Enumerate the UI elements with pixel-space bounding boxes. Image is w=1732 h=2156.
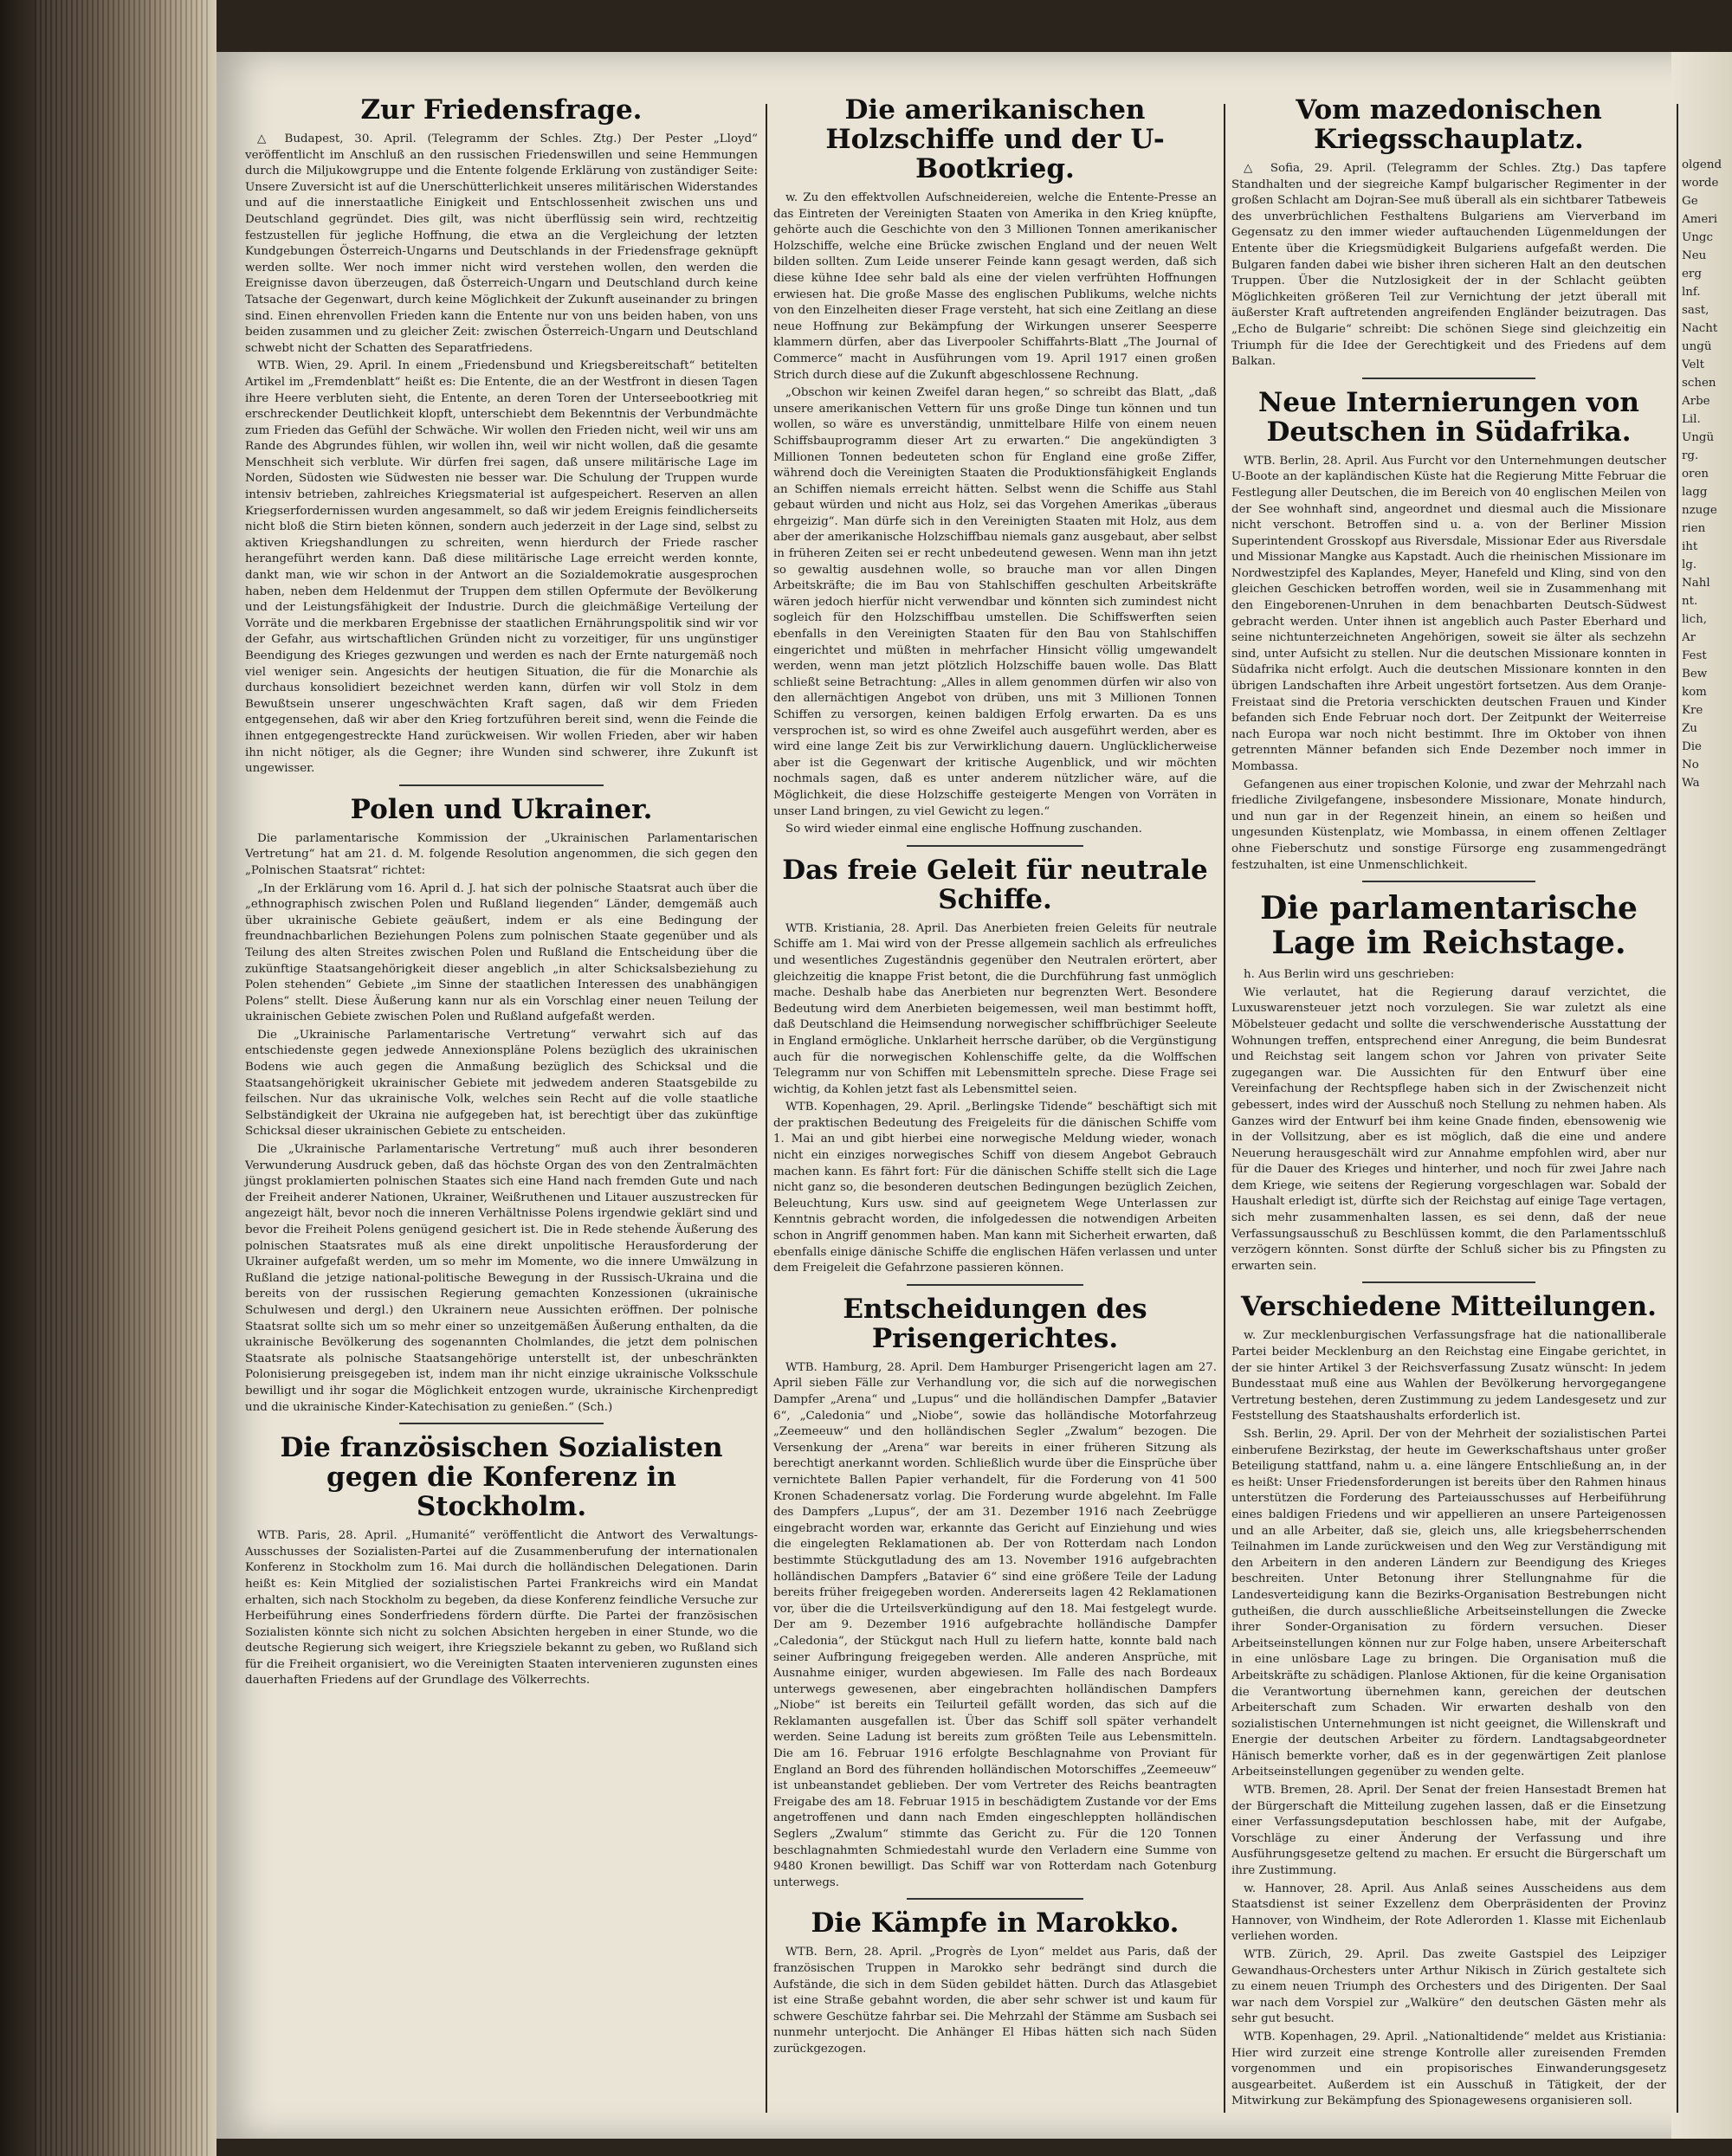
- paragraph: w. Zu den effektvollen Aufschneidereien, welche die Entente-Presse an das Eintreten der Vereinigten Staaten von Amerika in den Krieg knüpfte, gehörte auch die Geschichte von den 3 Millionen Tonnen amerikanischer Holzschiffe, welche eine Brücke zwischen England und der neuen Welt bilden sollten. Zum Leide unserer Feinde kann gesagt werden, daß sich diese kühne Idee sehr bald als eine der vielen verfrühten Hoffnungen erwiesen hat. Die große Masse des englischen Publikums, welche nichts von den Einzelheiten dieser Frage versteht, hat sich eine Zeitlang an diese neue Hoffnung zur Bekämpfung der Wirkungen unserer Seesperre klammern dürfen, aber das Liverpooler Schiffahrts-Blatt „The Journal of Commerce“ macht in Ausführungen vom 19. April 1917 einen großen Strich durch diese auf die Zukunft abgeschlossene Rechnung.: [773, 191, 1217, 382]
- paragraph: h. Aus Berlin wird uns geschrieben:: [1244, 968, 1455, 982]
- margin-fragment: rien: [1682, 522, 1706, 535]
- headline: Neue Internierungen von Deutschen in Südafrika.: [1258, 386, 1639, 448]
- margin-fragment: Ar: [1682, 631, 1696, 644]
- paragraph: WTB. Zürich, 29. April. Das zweite Gastspiel des Leipziger Gewandhaus-Orchesters unter Arthur Nikisch in Zürich gestaltete sich zu einem neuen Triumph des Orchesters und des Dirigenten. Der Saal war nach dem Vorspiel zur „Walküre“ den deutschen Gästen mehr als sehr gut besucht.: [1231, 1948, 1666, 2026]
- margin-fragment: lg.: [1682, 558, 1697, 571]
- paragraph: WTB. Wien, 29. April. In einem „Friedensbund und Kriegsbereitschaft“ betitelten Artikel im „Fremdenblatt“ heißt es: Die Entente, die an der Westfront in diesen Tagen ihre Heere verbluten sieht, die Entente, an deren Toren der Unterseebootkrieg mit erschreckender Deutlichkeit klopft, unterschiebt dem Bekenntnis der Verbundmächte zum Frieden das Gefühl der Schwäche. Wir wollen den Frieden nicht, weil wir uns am Rande des Abgrundes fühlen, wir wollen ihn, weil wir nicht wollen, daß die gesamte Menschheit sich verblute. Wir dürfen frei sagen, daß unsere militärische Lage im Norden, Südosten wie Südwesten nie besser war. Die Schulung der Truppen wurde intensiv betrieben, zahlreiches Kriegsmaterial ist aufgespeichert. Reserven an allen Kriegserfordernissen wurden angesammelt, so daß wir jedem Ereignis feindlicherseits nicht bloß die Stirn bieten können, sondern auch jederzeit in der Lage sind, selbst zu aktiven Kriegshandlungen zu schreiten, wenn hierdurch der Friede rascher herangeführt werden kann. Daß diese militärische Lage erreicht werden konnte, dankt man, wie wir schon in der Antwort an die Sozialdemokratie ausgesprochen haben, neben dem Heldenmut der Truppen dem stillen Opfermute der Bevölkerung und der Leistungsfähigkeit der Industrie. Durch die gleichmäßige Verteilung der Vorräte und die merkbaren Ergebnisse der staatlichen Ernährungspolitik sind wir vor der Gefahr, aus wirtschaftlichen Gründen nicht zu vorzeitiger, für uns ungünstiger Beendigung des Krieges gezwungen und werden es nach der Ernte naturgemäß noch viel weniger sein. Angesichts der heutigen Situation, die für die Monarchie als durchaus konsolidiert bezeichnet werden kann, dürfen wir voll Stolz in dem Bewußtsein unserer ungeschwächten Kraft sagen, daß wir dem Frieden entgegensehen, daß wir aber den Krieg fortzuführen bereit sind, wenn die Feinde die ihnen entgegengestreckte Hand zurückweisen. Wir wollen Frieden, aber wir haben ihn nicht nötiger, als die Gegner; ihre Wunden sind schwerer, ihre Zukunft ist ungewisser.: [245, 359, 758, 776]
- paragraph: Die parlamentarische Kommission der „Ukrainischen Parlamentarischen Vertretung“ hat am 21. d. M. folgende Resolution angenommen, die sich gegen den „Polnischen Staatsrat“ richtet:: [245, 831, 758, 877]
- margin-fragment: Ameri: [1682, 213, 1717, 226]
- paragraph: Die „Ukrainische Parlamentarische Vertretung“ verwahrt sich auf das entschiedenste gegen jedwede Annexionspläne Polens bezüglich des ukrainischen Bodens wie auch gegen die Anmaßung bezüglich des Schicksal und die Staatsangehörigkeit ukrainischer Gebiete mit jedwedem anderen Staatsgebilde zu feilschen. Nur das ukrainische Volk, welches sein Recht auf die volle staatliche Selbständigkeit der Ukraina nie aufgegeben hat, ist berechtigt über das zukünftige Schicksal dieser ukrainischen Gebiete zu entscheiden.: [245, 1028, 758, 1139]
- column-2: [773, 95, 1217, 2147]
- article-separator: [907, 1898, 1084, 1900]
- margin-fragment: Bew: [1682, 668, 1708, 681]
- article-separator: [907, 1284, 1084, 1286]
- margin-fragment: Arbe: [1682, 395, 1710, 408]
- margin-fragment: Die: [1682, 740, 1702, 753]
- margin-fragment: lich,: [1682, 613, 1707, 626]
- paragraph: WTB. Bremen, 28. April. Der Senat der freien Hansestadt Bremen hat der Bürgerschaft die Mitteilung zugehen lassen, daß er die Einsetzung einer Verfassungsdeputation beschlossen habe, mit der Aufgabe, Vorschläge zu einer Änderung der Verfassung und ihre Ausführungsgesetze geltend zu machen. Er ersucht die Bürgerschaft um ihre Zustimmung.: [1231, 1784, 1666, 1878]
- article-separator: [1362, 1281, 1536, 1283]
- paragraph: w. Zur mecklenburgischen Verfassungsfrage hat die nationalliberale Partei beider Mecklenburg an den Reichstag eine Eingabe gerichtet, in der sie hinter Artikel 3 der Reichsverfassung Zusatz wünscht: In jedem Bundesstaat muß eine aus Wahlen der Bevölkerung hervorgegangene Vertretung bestehen, deren Zustimmung zu jedem Landesgesetz und zur Feststellung des Staatshaushalts erforderlich ist.: [1231, 1329, 1666, 1423]
- paragraph: Die „Ukrainische Parlamentarische Vertretung“ muß auch ihrer besonderen Verwunderung Ausdruck geben, daß das höchste Organ des von den Zentralmächten jüngst proklamierten polnischen Staates sich eine Hand nach fremden Gute und nach der Freiheit anderer Nationen, Ukrainer, Weißruthenen und Litauer auszustrecken für angezeigt hält, bevor noch die inneren Verhältnisse Polens irgendwie geklärt sind und bevor die Freiheit Polens genügend gesichert ist. Die in Rede stehende Äußerung des polnischen Staatsrates muß als eine direkt unpolitische Herausforderung der Ukrainer aufgefaßt werden, um so mehr im Momente, wo die innere Umwälzung in Rußland die jetzige national-politische Bewegung in der Russisch-Ukraina und die bereits von der russischen Regierung gemachten Konzessionen (ukrainische Schulwesen und dergl.) den Ukrainern neue Aussichten eröffnen. Der polnische Staatsrat sollte sich um so mehr einer so unzeitgemäßen Äußerung enthalten, da die ukrainische Bevölkerung des sogenannten Cholmlandes, die jetzt dem polnischen Staatsrate als polnische Staatsangehörige unterstellt ist, der unbeschränkten Polonisierung preisgegeben ist, indem man ihr nicht einzige ukrainische Volksschule bewilligt und ihr sogar die Möglichkeit entzogen wurde, ukrainische Kirchenpredigt und die ukrainische Kinder-Katechisation zu genießen.“ (Sch.): [245, 1143, 758, 1414]
- column-rule: [1677, 104, 1678, 2113]
- article-friedensfrage: [245, 95, 758, 778]
- headline: Vom mazedonischen Kriegsschauplatz.: [1296, 94, 1602, 155]
- paragraph: „Obschon wir keinen Zweifel daran hegen,“ so schreibt das Blatt, „daß unsere amerikanischen Vettern für uns große Dinge tun können und tun wollen, so wäre es unverständig, unmittelbare Hilfe von einem neuen Schiffsbauprogramm dieser Art zu erwarten.“ Die angekündigten 3 Millionen Tonnen bedeuteten schon für England eine große Ziffer, während doch die Vereinigten Staaten die Produktionsfähigkeit Englands an Schiffen niemals erreicht hätten. Selbst wenn die Schiffe aus Stahl gebaut würden und nicht aus Holz, sei das Vorgehen Amerikas „überaus ehrgeizig“. Man dürfe sich in den Vereinigten Staaten mit Holz, aus dem aber der amerikanische Holzschiffbau niemals ganz ausgebaut, aber selbst in früheren Zeiten sei er recht unbedeutend gewesen. Wenn man ihn jetzt so gewaltig ausdehnen wolle, so brauche man vor allen Dingen Arbeitskräfte; die im Bau von Stahlschiffen geschulten Arbeitskräfte wären jedoch hierfür nicht verwendbar und könnten sich zumindest nicht sogleich für den Holzschiffbau umstellen. Die Schiffswerften seien ebenfalls in den Vereinigten Staaten für den Bau von Stahlschiffen eingerichtet und müßten in mehrfacher Hinsicht völlig umgewandelt werden, wenn man jetzt plötzlich Holzschiffe bauen wolle. Das Blatt schließt seine Betrachtung: „Alles in allem genommen dürfen wir also von den allernächtigen Angebot von drüben, uns mit 3 Millionen Tonnen Schiffen zu versorgen, keinen baldigen Erfolg erwarten. Da es uns versprochen ist, so wird es ohne Zweifel auch ausgeführt werden, aber es wird eine lange Zeit bis zur Verwirklichung dauern. Unglücklicherweise aber ist die Gegenwart der kritische Augenblick, und wir möchten nochmals sagen, daß es unter anderem nützlicher wäre, auf die Möglichkeit, die diese Holzschiffe gesteigerte Mengen von Vorräten in unser Land bringen, zu viel Gewicht zu legen.“: [773, 386, 1217, 818]
- margin-fragment: iht: [1682, 540, 1698, 553]
- article-parlamentarische-lage: [1231, 891, 1666, 1275]
- paragraph: Gefangenen aus einer tropischen Kolonie, und zwar der Mehrzahl nach friedliche Zivilgefangene, insbesondere Missionare, Monate hindurch, und nun gar in der Regenzeit hinein, an einem so heißen und ungesunden Küstenplatz, wie Mombassa, in einem offenen Zeltlager ohne Fieberschutz und sonstige Fürsorge eng zusammengedrängt festzuhalten, ist eine Unmenschlichkeit.: [1231, 778, 1666, 872]
- book-binding: [0, 0, 216, 2156]
- article-polen-ukrainer: [245, 795, 758, 1416]
- paragraph: WTB. Paris, 28. April. „Humanité“ veröffentlicht die Antwort des Verwaltungs-Ausschusses der Sozialisten-Partei auf die Zusammenberufung der internationalen Konferenz in Stockholm zum 16. Mai durch die holländischen Delegationen. Darin heißt es: Kein Mitglied der sozialistischen Partei Frankreichs wird ein Mandat erhalten, sich nach Stockholm zu begeben, da diese Konferenz feindliche Versuche zur Herbeiführung eines Sonderfriedens fördern dürfte. Die Partei der französischen Sozialisten könnte sich nicht zu solchen Absichten hergeben in einer Stunde, wo die deutsche Regierung sich weigert, ihre Kriegsziele bekannt zu geben, wo Rußland sich für die Freiheit organisiert, wo die Vereinigten Staaten intervenieren zugunsten eines dauerhaften Friedens auf der Grundlage des Völkerrechts.: [245, 1529, 758, 1688]
- margin-fragment: nt.: [1682, 595, 1698, 608]
- article-separator: [1362, 881, 1536, 882]
- adjacent-page-fragments: [1682, 156, 1732, 1108]
- column-1: [245, 95, 758, 2147]
- paragraph: △ Sofia, 29. April. (Telegramm der Schles. Ztg.) Das tapfere Standhalten und der siegreiche Kampf bulgarischer Regimenter in der großen Schlacht am Dojran-See muß überall als ein sichtbarer Tatbeweis des unverbrüchlichen Festhaltens Bulgariens am Vierverband im Gegensatz zu den immer wieder auftauchenden Lügenmeldungen der Entente über die Kriegsmüdigkeit Bulgariens aufgefaßt werden. Die Bulgaren fanden dabei wie bisher ihren sicheren Halt an den deutschen Truppen. Über die Nutzlosigkeit der in der Schlacht geübten Möglichkeiten größeren Teil zur Vernichtung der jetzt überall mit äußerster Kraft auftretenden angreifenden Engländer beizutragen. Das „Echo de Bulgarie“ schreibt: Die schönen Siege sind gleichzeitig ein Triumph für die Idee der Gerechtigkeit und des Friedens auf dem Balkan.: [1231, 162, 1666, 369]
- column-rule: [1224, 104, 1225, 2113]
- headline: Die Kämpfe in Marokko.: [811, 1907, 1179, 1940]
- headline: Die amerikanischen Holzschiffe und der U-Bootkrieg.: [825, 94, 1165, 184]
- paragraph: Ssh. Berlin, 29. April. Der von der Mehrheit der sozialistischen Partei einberufene Bezirkstag, der heute im Gewerkschaftshaus unter großer Beteiligung stattfand, nahm u. a. eine längere Entschließung an, in der es heißt: Unser Friedensforderungen ist bereits über den Rahmen hinaus unterstützen die Forderung des Parteiausschusses auf Herbeiführung eines baldigen Friedens und wir appellieren an unsere Parteigenossen und an alle Arbeiter, daß sie, gleich uns, alle kriegsbeherrschenden Teilnahmen im Lande zurückweisen und den Weg zur Verständigung mit den Arbeitern in den anderen Ländern zur Beendigung des Krieges beschreiten. Unter Betonung ihrer Stellungnahme für die Landesverteidigung kann die Bezirks-Organisation Bestrebungen nicht gutheißen, die durch ausschließliche Arbeitseinstellungen die Zwecke ihrer Sonder-Organisation zu fördern versuchen. Dieser Arbeitseinstellungen können nur zur Folge haben, unsere Arbeiterschaft in eine unlösbare Lage zu bringen. Die Organisation muß die Arbeitskräfte zu schädigen. Planlose Aktionen, für die keine Organisation die Verantwortung übernehmen kann, gereichen der deutschen Arbeiterschaft zum Schaden. Wir erwarten deshalb von den sozialistischen Unternehmungen ist nicht geeignet, die Willenskraft und Energie der deutschen Arbeiter zu fördern. Landtagsabgeordneter Hänisch bemerkte vorher, daß es in der gegenwärtigen Zeit planlose Arbeitseinstellungen gegenüber zu wenden gelte.: [1231, 1428, 1666, 1779]
- margin-fragment: Ge: [1682, 195, 1698, 208]
- margin-fragment: Kre: [1682, 704, 1703, 717]
- margin-fragment: Fest: [1682, 649, 1707, 662]
- headline: Die französischen Sozialisten gegen die Konferenz in Stockholm.: [280, 1432, 723, 1523]
- margin-fragment: Nahl: [1682, 577, 1710, 590]
- margin-fragment: ungü: [1682, 340, 1712, 353]
- column-3: [1231, 95, 1666, 2147]
- article-separator: [1362, 378, 1536, 379]
- paragraph: △ Budapest, 30. April. (Telegramm der Schles. Ztg.) Der Pester „Lloyd“ veröffentlicht im Anschluß an den russischen Friedenswillen und seine Hemmungen durch die Miljukowgruppe und die Entente folgende Erklärung von zuständiger Seite: Unsere Zuversicht ist auf die Unerschütterlichkeit unseres militärischen Widerstandes und auf die innerstaatliche Einigkeit und Entschlossenheit zwischen uns und Deutschland gegründet. Dies gilt, was nicht überflüssig sein wird, rechtzeitig festzustellen für jegliche Hoffnung, die etwa an die Vergleichung der letzten Kundgebungen Österreich-Ungarns und Deutschlands in der Friedensfrage geknüpft werden sollte. Wer noch immer nicht wird verstehen wollen, den werden die Ereignisse davon überzeugen, daß Österreich-Ungarn und Deutschland durch keine Tatsache der Gegenwart, durch keine Möglichkeit der Zukunft auseinander zu bringen sind. Einen ehrenvollen Frieden kann die Entente nur von uns beiden haben, von uns beiden zusammen und zu gleicher Zeit: zwischen Österreich-Ungarn und Deutschland schwebt nicht der Schatten des Separatfriedens.: [245, 132, 758, 355]
- margin-fragment: nzuge: [1682, 504, 1717, 517]
- margin-fragment: Neu: [1682, 249, 1707, 262]
- margin-fragment: Zu: [1682, 722, 1697, 735]
- margin-fragment: oren: [1682, 468, 1709, 481]
- margin-fragment: No: [1682, 758, 1699, 771]
- margin-fragment: lnf.: [1682, 286, 1701, 299]
- margin-fragment: olgend: [1682, 158, 1722, 171]
- margin-fragment: erg: [1682, 268, 1702, 281]
- margin-fragment: Ungc: [1682, 231, 1713, 244]
- margin-fragment: worde: [1682, 177, 1719, 190]
- article-prisengericht: [773, 1294, 1217, 1892]
- margin-fragment: rg.: [1682, 449, 1699, 462]
- margin-fragment: Wa: [1682, 777, 1700, 790]
- article-marokko: [773, 1908, 1217, 2057]
- headline: Zur Friedensfrage.: [360, 94, 643, 126]
- column-rule: [766, 104, 767, 2113]
- margin-fragment: Velt: [1682, 358, 1705, 371]
- article-franzoesische-sozialisten: [245, 1433, 758, 1689]
- margin-fragment: Lil.: [1682, 413, 1701, 426]
- headline: Polen und Ukrainer.: [350, 793, 653, 825]
- paragraph: So wird wieder einmal eine englische Hoffnung zuschanden.: [785, 823, 1142, 836]
- headline: Entscheidungen des Prisengerichtes.: [843, 1293, 1147, 1354]
- margin-fragment: Nacht: [1682, 322, 1718, 335]
- headline: Die parlamentarische Lage im Reichstage.: [1260, 890, 1638, 962]
- article-separator: [399, 784, 604, 786]
- paragraph: WTB. Berlin, 28. April. Aus Furcht vor den Unternehmungen deutscher U-Boote an der kapländischen Küste hat die Regierung Mitte Februar die Festlegung aller Deutschen, die im Bereich von 40 englischen Meilen von der See wohnhaft sind, angeordnet und diesmal auch die Missionare nicht verschont. Betroffen sind u. a. von der Berliner Mission Superintendent Grosskopf aus Riversdale, Missionar Eder aus Riversdale und Missionar Mangke aus Kapstadt. Auch die rheinischen Missionare im Nordwestzipfel des Kaplandes, Meyer, Hanefeld und Kling, sind von den gleichen Geschicken betroffen worden, weil sie in Zusammenhang mit den Eingeborenen-Unruhen in dem benachbarten Deutsch-Südwest gebracht werden. Unter ihnen ist angeblich auch Paster Eberhard und seine nichtunterzeichneten Angehörigen, soweit sie älter als sechzehn sind, unter Aufsicht zu stellen. Nur die deutschen Missionare konnten in Südafrika nicht erfolgt. Auch die deutschen Missionare konnten in den übrigen Landschaften ihre Arbeit ungestört fortsetzen. Aus dem Oranje-Freistaat sind die Pretoria verschickten deutschen Frauen und Kinder befanden sich Ende Februar noch dort. Der Zeitpunkt der Weiterreise nach Europa war noch nicht bestimmt. Ihre im Oktober von ihnen getrennten Männer befanden sich Ende Dezember noch immer in Mombassa.: [1231, 454, 1666, 773]
- article-freies-geleit: [773, 855, 1217, 1277]
- margin-fragment: lagg: [1682, 486, 1708, 499]
- paragraph: w. Hannover, 28. April. Aus Anlaß seines Ausscheidens aus dem Staatsdienst ist seiner Exzellenz dem Oberpräsidenten der Provinz Hannover, von Windheim, der Rote Adlerorden 1. Klasse mit Eichenlaub verliehen worden.: [1231, 1882, 1666, 1944]
- article-holzschiffe: [773, 95, 1217, 838]
- headline: Das freie Geleit für neutrale Schiffe.: [782, 854, 1208, 915]
- paragraph: „In der Erklärung vom 16. April d. J. hat sich der polnische Staatsrat auch über die „ethnographisch zwischen Polen und Rußland liegenden“ Länder, demgemäß auch über ukrainische Gebiete geäußert, indem er als eine Bedingung der freundnachbarlichen Beziehungen Polens zum polnischen Staate gegenüber und als Teilung des alten Streites zwischen Polen und Rußland die Entscheidung über die zukünftige Staatsangehörigkeit dieser angeblich „in alter Schicksalsbeziehung zu Polen stehenden“ Gebiete „im Sinne der staatlichen Interessen des unabhängigen Polens“ stellt. Diese Äußerung kann nur als ein Vorschlag einer neuen Teilung der ukrainischen Gebiete zwischen Polen und Rußland aufgefaßt werden.: [245, 881, 758, 1024]
- margin-fragment: schen: [1682, 377, 1716, 390]
- paragraph: WTB. Kopenhagen, 29. April. „Berlingske Tidende“ beschäftigt sich mit der praktischen Bedeutung des Freigeleits für die dänischen Schiffe vom 1. Mai an und gibt hierbei eine norwegische Meldung wieder, wonach nicht ein einziges norwegisches Schiff von diesem Angebot Gebrauch machen kann. Es fährt fort: Für die dänischen Schiffe stellt sich die Lage nicht ganz so, die besonderen deutschen Bedingungen bezüglich Zeichen, Beleuchtung, Kurs usw. sind auf geeignetem Wege Unterlassen zur Kenntnis gebracht worden, die infolgedessen die notwendigen Arbeiten schon in Angriff genommen haben. Man kann mit Sicherheit erwarten, daß ebenfalls einige dänische Schiffe die englischen Häfen verlassen und unter dem Freigeleit die Gefahrzone passieren können.: [773, 1101, 1217, 1275]
- margin-fragment: Ungü: [1682, 431, 1715, 444]
- article-separator: [399, 1423, 604, 1424]
- article-mitteilungen: [1231, 1292, 1666, 2110]
- headline: Verschiedene Mitteilungen.: [1241, 1291, 1657, 1323]
- paragraph: WTB. Bern, 28. April. „Progrès de Lyon“ meldet aus Paris, daß der französischen Truppen in Marokko sehr bedrängt sind durch die Aufstände, die sich in dem Süden gebildet hätten. Durch das Atlasgebiet ist eine Straße gebahnt worden, die aber sehr schwer ist und kaum für schwere Geschütze fahrbar sei. Die Mehrzahl der Stämme am Susbach sei nunmehr unterjocht. Die Anhänger El Hibas hätten sich nach Süden zurückgezogen.: [773, 1946, 1217, 2056]
- paragraph: Wie verlautet, hat die Regierung darauf verzichtet, die Luxuswarensteuer jetzt noch vorzulegen. Sie war zuletzt als eine Möbelsteuer gedacht und sollte die verschwenderische Ausstattung der Wohnungen treffen, entsprechend einer Anregung, die beim Bundesrat und Reichstag seit langem schon vor Jahren von privater Seite zugegangen war. Die Aussichten für den Entwurf über eine Vereinfachung der Rechtspflege haben sich in der Zwischenzeit nicht gebessert, indes wird der Ausschuß noch Stellung zu nehmen haben. Als Ganzes wird der Entwurf bei ihm keine Gnade finden, ebensowenig wie in der Vollsitzung, aber es ist möglich, daß die eine und andere Neuerung herausgeschält wird zur Annahme empfohlen wird, aber nur für die Dauer des Krieges und hinterher, und noch für zwei Jahre nach dem Kriege, wie seitens der Regierung vorgeschlagen war. Sobald der Haushalt erledigt ist, dürfte sich der Reichstag auf einige Tage vertagen, sich mehr zusammenhalten lassen, es sei denn, daß der neue Verfassungsausschuß zu Beschlüssen kommt, die den Parlamentsschluß verzögern könnten. Sonst dürfte der Schluß sicher bis zu Pfingsten zu erwarten sein.: [1231, 985, 1666, 1273]
- article-separator: [907, 845, 1084, 847]
- article-mazedonien: [1231, 95, 1666, 371]
- paragraph: WTB. Hamburg, 28. April. Dem Hamburger Prisengericht lagen am 27. April sieben Fälle zur Verhandlung vor, die sich auf die norwegischen Dampfer „Arena“ und „Lupus“ und die holländischen Dampfer „Batavier 6“, „Caledonia“ und „Niobe“, sowie das holländische Motorfahrzeug „Zeemeeuw“ und den holländischen Segler „Zwalum“ bezogen. Die Versenkung der „Arena“ war bereits in einer früheren Sitzung als berechtigt anerkannt worden. Schließlich wurde über die Einsprüche über vernichtete Ballen Papier verhandelt, für die Forderung von 41 500 Kronen Schadenersatz vorlag. Die Forderung wurde abgelehnt. Im Falle des Dampfers „Lupus“, der am 31. Dezember 1916 nach Zeebrügge eingebracht worden war, erkannte das Gericht auf Einziehung und wies die eingelegten Reklamationen ab. Der von Rotterdam nach London bestimmte Stückgutladung des am 13. November 1916 aufgebrachten holländischen Dampfers „Batavier 6“ sind eine größere Teile der Ladung bereits früher freigegeben worden. Andererseits lagen 42 Reklamationen vor, über die die Urteilsverkündigung auf den 18. Mai festgelegt wurde. Der am 9. Dezember 1916 aufgebrachte holländische Dampfer „Caledonia“, der Stückgut nach Hull zu liefern hatte, konnte bald nach seiner Aufbringung freigegeben werden. Alle anderen Ansprüche, mit Ausnahme einiger, wurden abgewiesen. Im Falle des nach Bordeaux unterwegs gewesenen, aber eingebrachten holländischen Dampfers „Niobe“ ist bereits ein Teilurteil gefällt worden, das sich auf die Reklamanten ausgefallen ist. Über das Schiff soll später verhandelt werden. Seine Ladung ist bereits zum größten Teile aus Lebensmitteln. Die am 16. Februar 1916 erfolgte Beschlagnahme von Proviant für England an Bord des führenden holländischen Motorschiffes „Zeemeeuw“ ist unbeanstandet geblieben. Der vom Vertreter des Reichs beantragten Freigabe des am 18. Februar 1915 in beschädigtem Zustande vor der Ems angetroffenen und dann nach Emden eingeschleppten holländischen Seglers „Zwalum“ stimmte das Gericht zu. Für die 120 Tonnen beschlagnahmten Schmiedestahl wurde den Verladern eine Summe von 9480 Kronen bewilligt. Das Schiff war von Rotterdam nach Gotenburg unterwegs.: [773, 1360, 1217, 1889]
- margin-fragment: sast,: [1682, 304, 1709, 317]
- paragraph: WTB. Kopenhagen, 29. April. „Nationaltidende“ meldet aus Kristiania: Hier wird zurzeit eine strenge Kontrolle aller zureisenden Fremden vorgenommen und ein propisorisches Einwanderungsgesetz ausgearbeitet. Außerdem ist ein Ausschuß in Tätigkeit, der der Mitwirkung zur Bekämpfung des Spionagewesens organisieren soll.: [1231, 2030, 1666, 2108]
- article-internierungen: [1231, 388, 1666, 874]
- margin-fragment: kom: [1682, 686, 1707, 699]
- paragraph: WTB. Kristiania, 28. April. Das Anerbieten freien Geleits für neutrale Schiffe am 1. Mai wird von der Presse allgemein sachlich als erfreuliches und wesentliches Zugeständnis gegenüber den Neutralen erörtert, aber gleichzeitig die knappe Frist betont, die die Durchführung fast unmöglich mache. Deshalb habe das Anerbieten nur begrenzten Wert. Besondere Bedeutung wird dem Anerbieten beigemessen, weil man bestimmt hofft, daß Deutschland die Heimsendung norwegischer schiffbrüchiger Seeleute in England ermögliche. Unklarheit herrsche darüber, ob die Vergünstigung auch für die norwegischen Kohlenschiffe gelte, da die Wolffschen Telegramm nur von Schiffen mit Lebensmitteln spreche. Diese Frage sei wichtig, da Kohlen jetzt fast als Lebensmittel seien.: [773, 921, 1217, 1096]
